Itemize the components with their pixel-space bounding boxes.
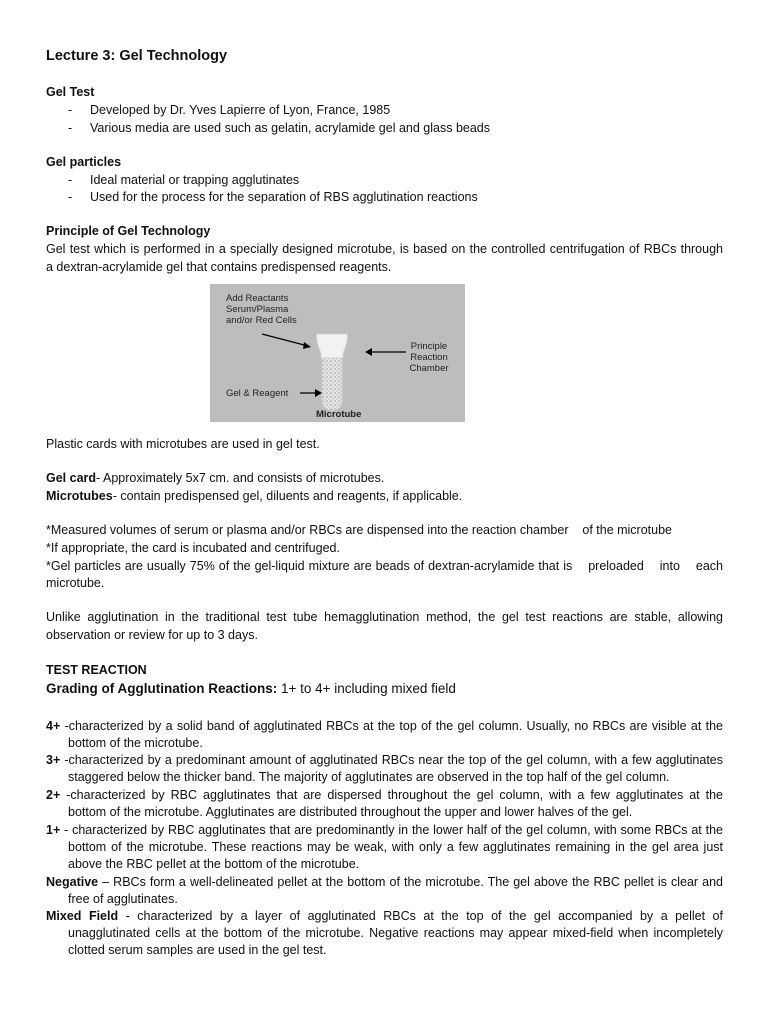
note-line: *If appropriate, the card is incubated and centrifuged. <box>46 541 340 555</box>
microtubes-text: Microtubes- contain predispensed gel, diluents and reagents, if applicable. <box>46 489 463 503</box>
reaction-chamber <box>317 334 348 358</box>
microtube-diagram <box>210 284 465 422</box>
figure-label-gel-reagent: Gel & Reagent <box>226 388 289 399</box>
page-title: Lecture 3: Gel Technology <box>46 48 228 64</box>
grade-item-mixed-field: Mixed Field - characterized by a layer of agglutinated RBCs at the top of the gel accompanied by a pellet of unagglutinated cells at the bottom of the microtube. Negative reactions may appear mixed-field when incompletely clotted serum samples are used in the gel test. <box>46 909 723 957</box>
grade-item-3plus: 3+ -characterized by a predominant amount of agglutinated RBCs near the top of the gel column, with a few agglutinates staggered below the thicker band. The majority of agglutinates are observed in the top half of the gel column. <box>46 753 723 784</box>
plastic-cards-text: Plastic cards with microtubes are used in gel test. <box>46 437 320 451</box>
figure-label-reaction: Reaction <box>410 352 448 363</box>
figure-label-chamber: Chamber <box>409 363 449 374</box>
grade-item-4plus: 4+ -characterized by a solid band of agglutinated RBCs at the top of the gel column. Usually, no RBCs are visible at the bottom of the microtube. <box>46 719 723 750</box>
figure-label-serum: Serum/Plasma <box>226 304 289 315</box>
principle-text: Gel test which is performed in a specially designed microtube, is based on the controlled centrifugation of RBCs through <box>46 242 723 256</box>
arrow-line <box>262 334 308 346</box>
unlike-text: observation or review for up to 3 days. <box>46 628 258 642</box>
unlike-text: Unlike agglutination in the traditional test tube hemagglutination method, the gel test reactions are stable, allowing <box>46 610 723 624</box>
figure-label-microtube: Microtube <box>316 409 362 420</box>
gel-test-heading: Gel Test <box>46 85 95 99</box>
principle-heading: Principle of Gel Technology <box>46 224 211 238</box>
figure-label-add-reactants: Add Reactants <box>226 293 289 304</box>
gel-particles-heading: Gel particles <box>46 155 122 169</box>
note-line: *Gel particles are usually 75% of the gel-liquid mixture are beads of dextran-acrylamide that is preloaded into each <box>46 559 723 573</box>
grade-item-2plus: 2+ -characterized by RBC agglutinates that are dispersed throughout the gel column, with a few agglutinates at the bottom of the microtube. Agglutinates are distributed throughout the upper and lower halves of the gel. <box>46 788 723 819</box>
arrow-head <box>303 342 311 349</box>
gel-card-text: Gel card- Approximately 5x7 cm. and consists of microtubes. <box>46 471 385 485</box>
grade-item-negative: Negative – RBCs form a well-delineated pellet at the bottom of the microtube. The gel above the RBC pellet is clear and free of agglutinates. <box>46 875 723 906</box>
principle-text: a dextran-acrylamide gel that contains predispensed reagents. <box>46 260 392 274</box>
note-line: *Measured volumes of serum or plasma and/or RBCs are dispensed into the reaction chamber of the microtube <box>46 523 673 537</box>
test-reaction-heading: TEST REACTION <box>46 663 147 677</box>
note-line: microtube. <box>46 576 105 590</box>
arrow-head <box>315 389 322 397</box>
document-page: Lecture 3: Gel Technology Gel Test - Developed by Dr. Yves Lapierre of Lyon, France, 1985 - Various media are used such as gelatin, acrylamide gel and glass beads Gel particles - Ideal material or trapping agglutinates - Used for the process for the separation of RBS agglutination reactions Principle of Gel Technology Gel test which is performed in a specially designed microtube, is based on the controlled centrifugation of RBCs through a dextran-acrylamide gel that contains predispensed reagents. Add Reactants Serum/Plasma and/or Red Cells Principle Reaction Chamber Gel & Reagent Microtube Plastic cards with microtubes are used in gel test. Gel card- Approximately 5x7 cm. and consists of microtubes. Microtubes- contain predispensed gel, diluents and reagents, if applicable. *Measured volumes of serum or plasma and/or RBCs are dispensed into the reaction chamber of the microtube *If appropriate, the card is incubated and centrifuged. *Gel particles are usually 75% of the gel-liquid mixture are beads of dextran-acrylamide that is preloaded into each microtube. Unlike agglutination in the traditional test tube hemagglutination method, the gel test reactions are stable, allowing observation or review for up to 3 days. TEST REACTION Grading of Agglutination Reactions: 1+ to 4+ including mixed field 4+ -characterized by a solid band of agglutinated RBCs at the top of the gel column. Usually, no RBCs are visible at the bottom of the microtube. 3+ -characterized by a predominant amount of agglutinated RBCs near the top of the gel column, with a few agglutinates staggered below the thicker band. The majority of agglutinates are observed in the top half of the gel column. 2+ -characterized by RBC agglutinates that are dispersed throughout the gel column, with a few agglutinates at the bottom of the microtube. Agglutinates are distributed throughout the upper and lower halves of the gel. 1+ - characterized by RBC agglutinates that are predominantly in the lower half of the gel column, with some RBCs at the bottom of the microtube. These reactions may be weak, with only a few agglutinates remaining in the gel area just above the RBC pellet at the bottom of the microtube. Negative – RBCs form a well-delineated pellet at the bottom of the microtube. The gel above the RBC pellet is clear and free of agglutinates. Mixed Field - characterized by a layer of agglutinated RBCs at the top of the gel accompanied by a pellet of unagglutinated cells at the bottom of the microtube. Negative reactions may appear mixed-field when incompletely clotted serum samples are used in the gel test. <box>46 48 723 957</box>
grading-line: Grading of Agglutination Reactions: 1+ to 4+ including mixed field <box>46 681 456 696</box>
figure-label-principle: Principle <box>410 341 448 352</box>
figure-label-red-cells: and/or Red Cells <box>226 315 297 326</box>
arrow-head <box>365 348 372 356</box>
gel-column <box>322 358 342 410</box>
grade-item-1plus: 1+ - characterized by RBC agglutinates that are predominantly in the lower half of the gel column, with some RBCs at the bottom of the microtube. These reactions may be weak, with only a few agglutinates remaining in the gel area just above the RBC pellet at the bottom of the microtube. <box>46 823 723 871</box>
